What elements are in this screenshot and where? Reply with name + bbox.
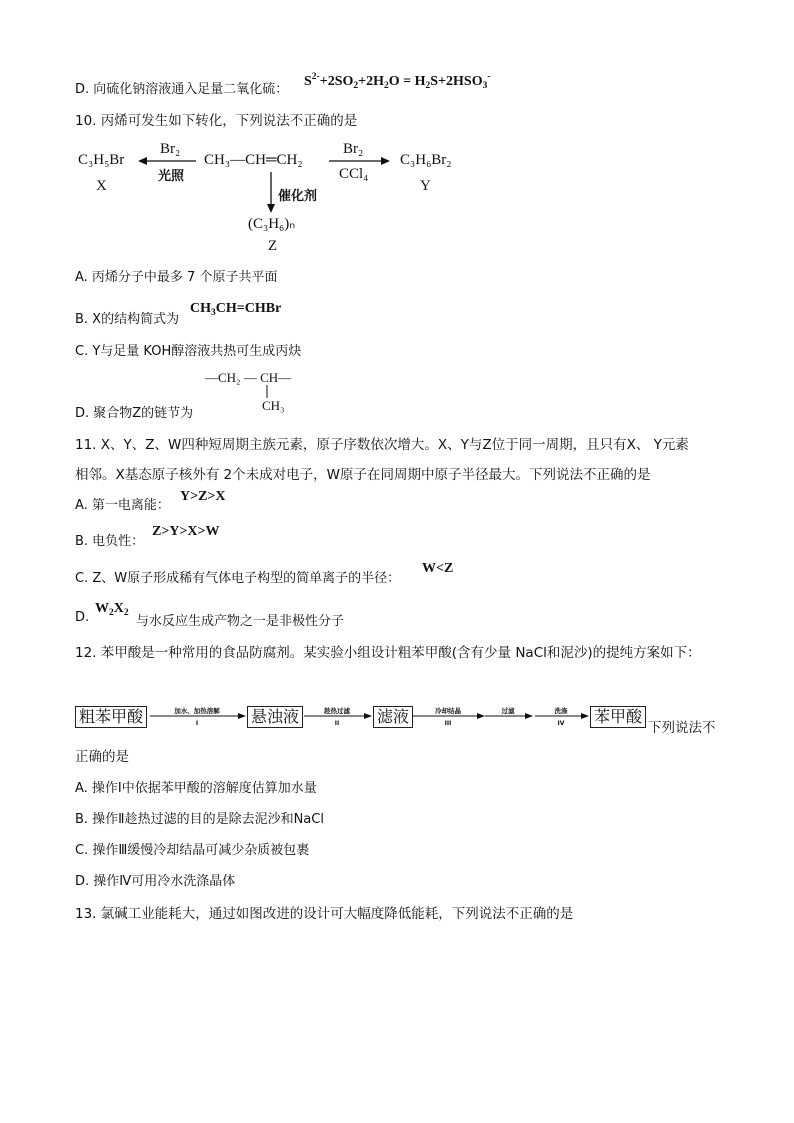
q12-stem-tail2: 正确的是 (75, 749, 129, 765)
q12-option-a: A. 操作Ⅰ中依据苯甲酸的溶解度估算加水量 (75, 781, 317, 796)
scheme-down-arrow (265, 172, 277, 214)
scheme-left-condition: 光照 (158, 169, 185, 184)
q9-option-d-text: D. 向硫化钠溶液通入足量二氧化硫： (75, 82, 289, 97)
flow-arrow-1-label: 加水、加热溶解 (174, 707, 220, 715)
q11-option-c-formula: W<Z (422, 561, 454, 576)
scheme-left-arrow (138, 155, 198, 167)
flow-arrow-5-label: 洗涤 (554, 707, 568, 715)
flow-arrow-4-label: 过滤 (501, 707, 515, 715)
scheme-right-arrow (329, 155, 391, 167)
scheme-down-product: (C₃H₆)ₙ (248, 216, 296, 232)
scheme-down-label: Z (268, 238, 278, 254)
flow-box-suspension: 悬浊液 (247, 706, 303, 728)
q12-option-b: B. 操作Ⅱ趁热过滤的目的是除去泥沙和NaCl (75, 812, 324, 827)
q11-option-d-formula: $W_2X_2$ (95, 601, 129, 618)
q11-stem-line2: 相邻。X基态原子核外有 2个未成对电子，W原子在同周期中原子半径最大。下列说法不正确的是 (75, 467, 651, 483)
flow-arrow-2 (304, 712, 372, 720)
q10-stem: 10. 丙烯可发生如下转化，下列说法不正确的是 (75, 113, 358, 129)
scheme-left-label: X (96, 178, 107, 194)
q10-option-b-formula: $CH_3CH=CHBr$ (190, 301, 282, 318)
flow-arrow-3-label: 冷却结晶 (435, 707, 461, 715)
flow-arrow-1-step: I (195, 720, 199, 727)
flow-arrow-3-step: III (444, 720, 452, 727)
q11-stem-line1: 11. X、Y、Z、W四种短周期主族元素，原子序数依次增大。X、Y与Z位于同一周期，且只有X、 Y元素 (75, 437, 689, 453)
scheme-right-reagent: Br₂ (343, 141, 364, 157)
q12-option-d: D. 操作Ⅳ可用冷水洗涤晶体 (75, 874, 236, 889)
q11-option-b-formula: Z>Y>X>W (152, 524, 220, 539)
scheme-right-condition: CCl₄ (339, 166, 369, 182)
q11-option-a: A. 第一电离能： (75, 498, 170, 513)
scheme-down-condition: 催化剂 (278, 189, 318, 204)
q10-option-d-branch: CH₃ (262, 398, 285, 413)
q13-stem: 13. 氯碱工业能耗大，通过如图改进的设计可大幅度降低能耗，下列说法不正确的是 (75, 906, 574, 922)
q10-option-d-bond (264, 385, 270, 399)
flow-arrow-4 (485, 712, 533, 720)
q10-option-a: A. 丙烯分子中最多 7 个原子共平面 (75, 270, 278, 285)
q12-stem: 12. 苯甲酸是一种常用的食品防腐剂。某实验小组设计粗苯甲酸(含有少量 NaCl和泥沙)的提纯方案如下： (75, 645, 701, 661)
q10-option-b: B. X的结构简式为 (75, 312, 180, 327)
flow-box-crude-benzoic-acid: 粗苯甲酸 (75, 706, 147, 728)
flow-arrow-5-step: IV (557, 720, 565, 727)
q11-option-d-text: 与水反应生成产物之一是非极性分子 (136, 614, 345, 629)
flow-arrow-2-label: 趁热过滤 (324, 707, 350, 715)
q11-option-c: C. Z、W原子形成稀有气体电子构型的简单离子的半径： (75, 571, 401, 586)
flow-arrow-1 (150, 712, 246, 720)
flow-arrow-3 (413, 712, 485, 720)
q9-option-d-equation: $S^{2-}+2SO_2+2H_2O = H_2S+2HSO_3^-$ (304, 72, 491, 91)
q10-option-c: C. Y与足量 KOH醇溶液共热可生成丙炔 (75, 344, 302, 359)
flow-box-filtrate: 滤液 (373, 706, 413, 728)
q11-option-a-formula: Y>Z>X (180, 489, 226, 504)
scheme-right-product: C₃H₆Br₂ (400, 152, 452, 168)
q11-option-d-label: D. (75, 610, 90, 625)
q12-stem-tail: 下列说法不 (648, 720, 716, 736)
flow-box-benzoic-acid: 苯甲酸 (590, 706, 646, 728)
flow-arrow-2-step: II (334, 720, 340, 727)
scheme-right-label: Y (420, 178, 431, 194)
q11-option-b: B. 电负性： (75, 534, 145, 549)
q9-option-d (75, 78, 288, 97)
scheme-center-propene: CH₃—CH═CH₂ (204, 152, 303, 168)
q10-option-d-chain: —CH₂ — CH— (205, 370, 292, 385)
scheme-left-product: C₃H₅Br (78, 152, 125, 168)
flow-arrow-5 (535, 712, 589, 720)
q12-option-c: C. 操作Ⅲ缓慢冷却结晶可减少杂质被包裹 (75, 843, 310, 858)
scheme-left-reagent: Br₂ (160, 141, 181, 157)
q10-option-d: D. 聚合物Z的链节为 (75, 406, 194, 421)
